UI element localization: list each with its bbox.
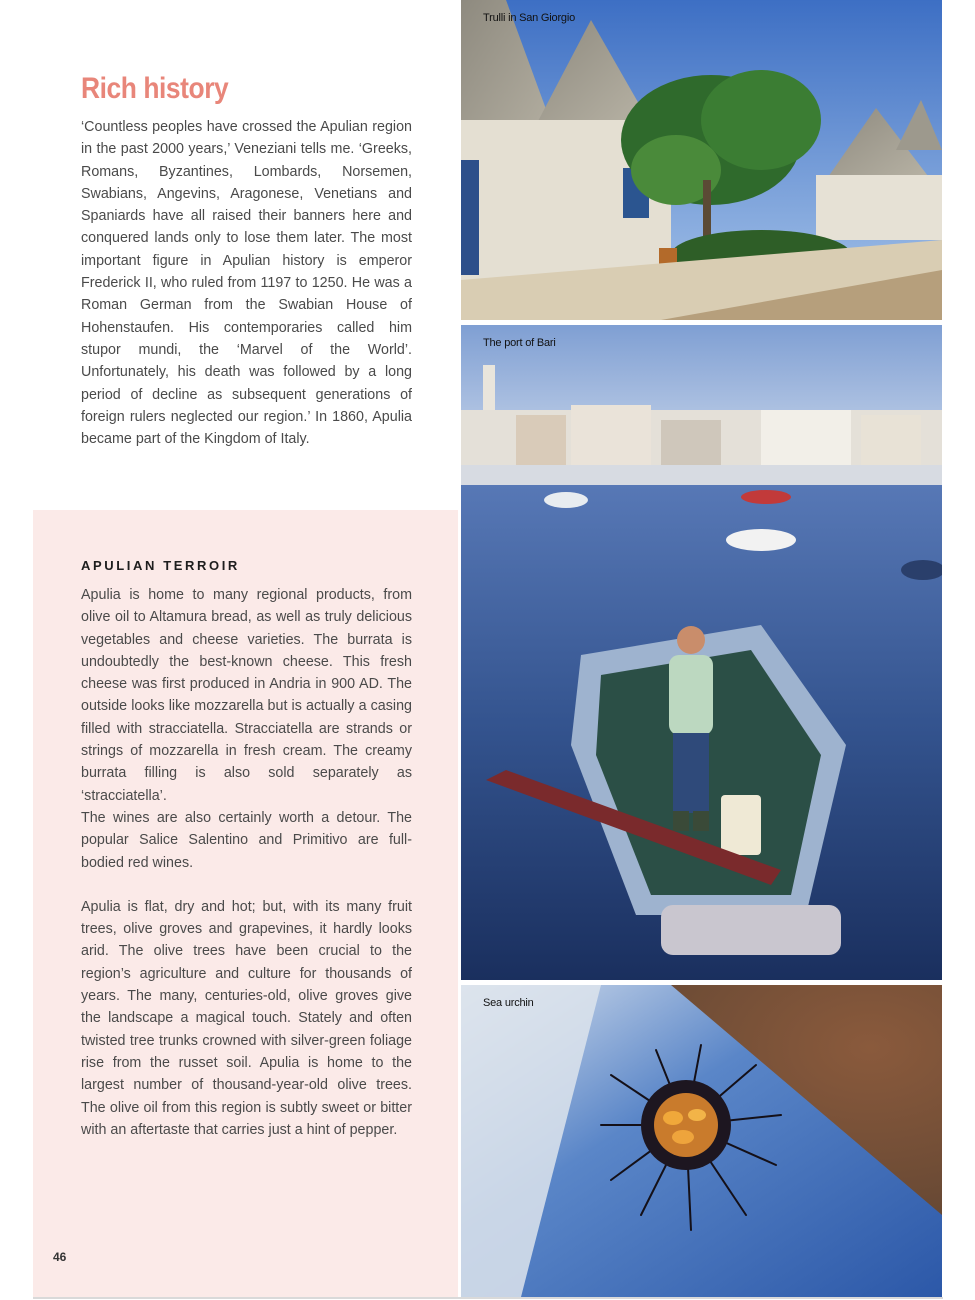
- bari-photo: [461, 325, 942, 980]
- rich-history-heading: Rich history: [81, 72, 229, 105]
- terroir-paragraph-3: Apulia is flat, dry and hot; but, with its many fruit trees, olive groves and grapevines, it hardly looks arid. The olive trees have been crucial to the region’s agriculture and culture for thousands of years. The many, centuries-old, olive groves give the landscape a magical touch. Stately and often twisted tree trunks crowned with silver-green foliage rise from the russet soil. Apulia is home to the largest number of thousand-year-old olive trees. The olive oil from this region is subtly sweet or bitter with an aftertaste that carries just a hint of pepper.: [81, 898, 412, 1138]
- terroir-heading: APULIAN TERROIR: [81, 558, 240, 573]
- trulli-photo: [461, 0, 942, 320]
- terroir-body: [81, 584, 412, 1141]
- bari-caption: The port of Bari: [483, 337, 556, 349]
- terroir-paragraph-2: The wines are also certainly worth a detour. The popular Salice Salentino and Primitivo are full-bodied red wines.: [81, 809, 412, 871]
- trulli-caption: Trulli in San Giorgio: [483, 12, 575, 24]
- terroir-paragraph-1: Apulia is home to many regional products, from olive oil to Altamura bread, as well as truly delicious vegetables and cheese varieties. The burrata is undoubtedly the best-known cheese. This fresh cheese was first produced in Andria in 900 AD. The outside looks like mozzarella but is actually a casing filled with stracciatella. Stracciatella are strands or strings of mozzarella in fresh cream. The creamy burrata filling is also sold separately as ‘stracciatella’.: [81, 587, 412, 804]
- page-number: 46: [53, 1250, 67, 1264]
- rich-history-body: [81, 116, 412, 450]
- sea-urchin-photo: [461, 985, 942, 1297]
- sea-urchin-caption: Sea urchin: [483, 997, 534, 1009]
- bottom-rule: [33, 1297, 943, 1299]
- rich-history-paragraph: ‘Countless peoples have crossed the Apulian region in the past 2000 years,’ Veneziani tells me. ‘Greeks, Romans, Byzantines, Lombards, Norsemen, Swabians, Angevins, Aragonese, Venetians and Spaniards have all raised their banners here and conquered lands only to lose them later. The most important figure in Apulian history is emperor Frederick II, who ruled from 1197 to 1250. He was a Roman German from the Swabian House of Hohenstaufen. His contemporaries called him stupor mundi, the ‘Marvel of the World’. Unfortunately, his death was followed by a long period of decline as subsequent generations of foreign rulers neglected our region.’ In 1860, Apulia became part of the Kingdom of Italy.: [81, 119, 412, 448]
